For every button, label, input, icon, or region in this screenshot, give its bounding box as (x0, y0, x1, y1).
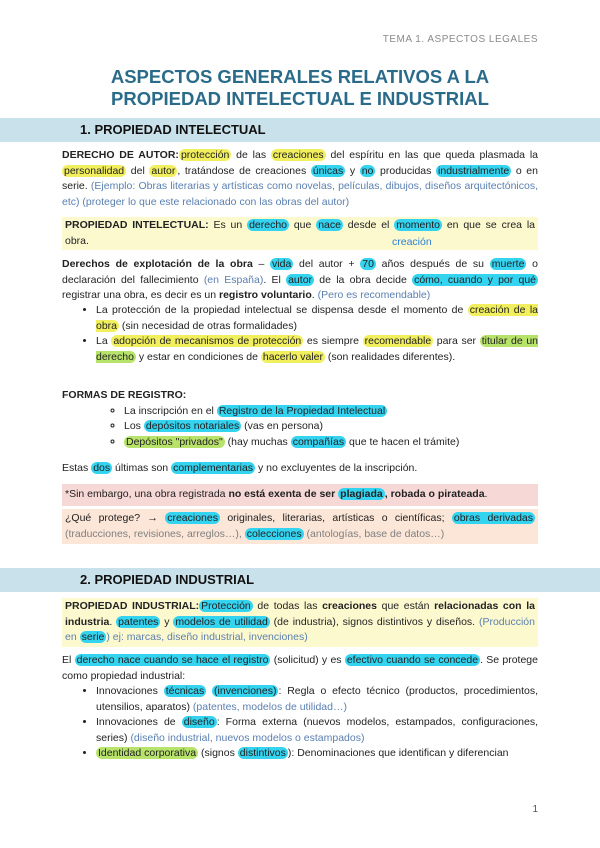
text: (signos (198, 747, 238, 759)
text: de la obra decide (314, 273, 413, 286)
note-patentes: (patentes, modelos de utilidad…) (192, 700, 347, 713)
text: producidas (375, 164, 437, 177)
text: del (126, 164, 150, 177)
text: originales, literarias, artísticas o científicas; (219, 512, 452, 524)
text: es siempre (303, 335, 363, 347)
title-line-2: PROPIEDAD INTELECTUAL E INDUSTRIAL (111, 88, 489, 109)
text: desde el (342, 219, 395, 231)
text: La protección de la propiedad intelectual se dispensa desde el momento de (96, 304, 468, 316)
bullet-item (96, 334, 538, 365)
highlight-adopcion: adopción de mecanismos de protección (113, 335, 302, 347)
highlight-efectivo: efectivo cuando se concede (346, 654, 479, 666)
text: (de industria), signos distintivos y diseños. (269, 615, 479, 628)
note-espana: (en España) (203, 273, 264, 286)
bullet-item (96, 684, 538, 715)
text: en que se crea la obra. (65, 219, 535, 247)
title-line-1: ASPECTOS GENERALES RELATIVOS A LA (110, 66, 490, 87)
text: Los (124, 420, 144, 432)
registro-voluntario: registro voluntario (219, 289, 312, 301)
text: Innovaciones de (96, 716, 182, 728)
text: *Sin embargo, una obra registrada (65, 488, 229, 500)
note-ejemplos: ) ej: marcas, diseño industrial, invenciones) (106, 631, 308, 643)
propiedad-industrial-box (62, 598, 538, 647)
highlight-vida: vida (272, 258, 292, 270)
highlight-derecho-nace: derecho nace cuando se hace el registro (76, 654, 269, 666)
highlight-proteccion: protección (180, 149, 230, 161)
propiedad-industrial-label: PROPIEDAD INDUSTRIAL: (65, 600, 200, 612)
text: (son realidades diferentes). (325, 350, 456, 363)
text: registrar una obra, es decir es un (62, 289, 219, 301)
nace-paragraph (62, 653, 538, 684)
text: . Se protege como propiedad industrial: (62, 654, 538, 682)
highlight-diseno: diseño (183, 716, 215, 728)
highlight-companias: compañías (292, 435, 345, 448)
bullet-item (96, 303, 538, 334)
page-title (0, 66, 600, 110)
highlight-obras-derivadas: obras derivadas (453, 512, 533, 524)
text: La inscripción en el (124, 404, 217, 417)
propiedad-intelectual-box (62, 217, 538, 250)
highlight-titular: titular de un derecho (96, 335, 539, 363)
highlight-creacion-obra: creación de la obra (96, 304, 538, 332)
highlight-personalidad: personalidad (64, 164, 125, 177)
text: del autor + (293, 258, 361, 270)
highlight-serie: serie (81, 631, 105, 643)
text: de todas las (252, 600, 323, 612)
estas-paragraph (62, 461, 538, 477)
explotacion-paragraph (62, 257, 538, 304)
text: (vas en persona) (241, 420, 323, 432)
text: – (252, 258, 271, 270)
section-2-bullets (62, 684, 538, 762)
derecho-autor-label: DERECHO DE AUTOR: (62, 149, 179, 161)
formas-heading: FORMAS DE REGISTRO: (62, 389, 187, 401)
text: La (96, 335, 112, 347)
text: Innovaciones (96, 685, 164, 697)
highlight-muerte: muerte (491, 258, 525, 270)
highlight-no: no (361, 164, 374, 177)
highlight-dos: dos (93, 462, 111, 474)
note-recomendable: (Pero es recomendable) (317, 289, 431, 301)
text: (hay muchas (224, 435, 291, 448)
highlight-como-cuando: cómo, cuando y por qué (414, 273, 537, 286)
text: (solicitud) y es (270, 654, 345, 666)
section-1-bullets (62, 303, 538, 365)
highlight-complementarias: complementarias (173, 462, 254, 474)
highlight-depositos-notariales: depósitos notariales (145, 420, 240, 432)
highlight-momento: momento (396, 219, 440, 231)
section-2-heading: 2. PROPIEDAD INDUSTRIAL (80, 572, 255, 587)
text: ¿Qué protege? → (65, 512, 166, 524)
highlight-industrialmente: industrialmente (438, 164, 510, 177)
text: . (109, 615, 117, 628)
highlight-patentes: patentes (118, 615, 159, 628)
text: de las (231, 149, 271, 161)
highlight-hacerlo-valer: hacerlo valer (262, 350, 323, 363)
section-1-heading: 1. PROPIEDAD INTELECTUAL (80, 122, 266, 137)
text: y estar en condiciones de (135, 350, 261, 363)
text: del espíritu en las que queda plasmada la (325, 149, 538, 161)
highlight-creaciones: creaciones (167, 512, 218, 524)
que-protege-box (62, 509, 538, 544)
section-1-band (0, 118, 600, 142)
text: Es un (208, 219, 248, 231)
text-relacionadas: relacionadas con la industria (65, 600, 535, 628)
highlight-tecnicas: técnicas (165, 685, 205, 697)
highlight-modelos-utilidad: modelos de utilidad (175, 615, 268, 628)
formas-registro (62, 388, 538, 450)
highlight-invenciones: (invenciones) (214, 685, 277, 697)
highlight-autor: autor (288, 273, 313, 286)
bullet-item (96, 746, 538, 762)
highlight-recomendable: recomendable (364, 335, 432, 347)
text: o declaración del fallecimiento (62, 258, 538, 286)
highlight-nace: nace (318, 219, 341, 231)
creacion-side-note: creación (392, 236, 432, 248)
text: para ser (433, 335, 480, 347)
highlight-distintivos: distintivos (239, 747, 286, 759)
forma-item (124, 404, 538, 420)
highlight-depositos-privados: Depósitos "privados" (126, 435, 223, 448)
highlight-derecho: derecho (249, 219, 288, 231)
highlight-unicas: únicas (312, 164, 344, 177)
note-antologias: (antologías, base de datos…) (303, 527, 445, 540)
highlight-registro-pi: Registro de la Propiedad Intelectual (218, 404, 386, 417)
text: que están (376, 600, 435, 612)
note-produccion: (Producción en (65, 615, 535, 643)
explotacion-label: Derechos de explotación de la obra (62, 258, 253, 270)
sin-embargo-box (62, 484, 538, 506)
text: ): Denominaciones que identifican y diferencian (287, 747, 509, 759)
text: El (62, 654, 75, 666)
text: : Regla o efecto técnico (productos, procedimientos, utensilios, aparatos) (96, 685, 539, 713)
text-creaciones: creaciones (322, 600, 377, 612)
text: y no excluyentes de la inscripción. (255, 462, 418, 474)
highlight-creaciones: creaciones (272, 149, 324, 161)
header-topic: TEMA 1. ASPECTOS LEGALES (382, 34, 538, 45)
text-bold: , robada o pirateada (384, 488, 485, 500)
highlight-proteccion: Protección (201, 600, 251, 612)
example-note: (Ejemplo: Obras literarias y artísticas como novelas, películas, dibujos, diseños arquitectónicos, etc) (proteger lo que este relacionado con las obras del autor) (62, 180, 539, 208)
text: o en serie. (62, 164, 538, 192)
text-bold: no está exenta de ser (228, 488, 339, 500)
text: : Forma externa (nuevos modelos, estampados, configuraciones, series) (96, 716, 538, 744)
highlight-autor: autor (151, 164, 176, 177)
text: años después de su (375, 258, 490, 270)
text: , tratándose de creaciones (177, 164, 311, 177)
bullet-item (96, 715, 538, 746)
forma-item (124, 435, 538, 451)
highlight-identidad-corporativa: Identidad corporativa (98, 747, 197, 759)
forma-item (124, 419, 538, 435)
text: . (484, 488, 488, 500)
text: que te hacen el trámite) (346, 435, 460, 448)
derecho-autor-paragraph (62, 148, 538, 210)
text: . El (263, 273, 287, 286)
highlight-colecciones: colecciones (246, 527, 302, 540)
text: y (160, 615, 174, 628)
text: que (289, 219, 317, 231)
highlight-plagiada: plagiada (340, 488, 383, 500)
highlight-70: 70 (362, 258, 374, 270)
text: . (311, 289, 318, 301)
text: (sin necesidad de otras formalidades) (119, 319, 298, 332)
text: y (345, 164, 360, 177)
propiedad-intelectual-label: PROPIEDAD INTELECTUAL: (65, 219, 209, 231)
text: últimas son (112, 462, 172, 474)
text: Estas (62, 462, 92, 474)
note-diseno-industrial: (diseño industrial, nuevos modelos o estampados) (130, 731, 365, 744)
page-number: 1 (532, 804, 538, 815)
section-2-band (0, 568, 600, 592)
note-traducciones: (traducciones, revisiones, arreglos…), (65, 527, 245, 540)
